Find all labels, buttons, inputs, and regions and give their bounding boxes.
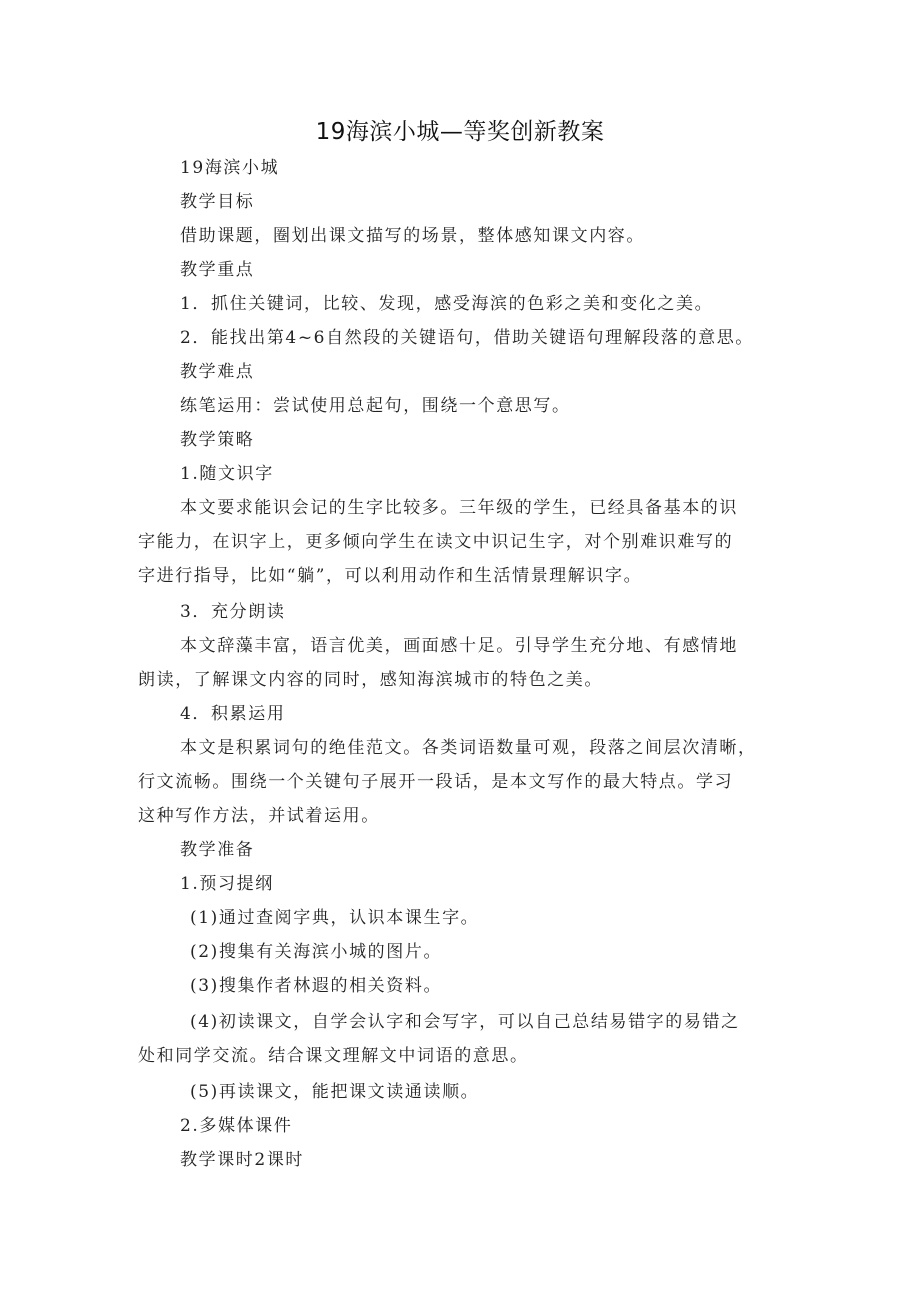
paragraph-line: 字进行指导，比如“躺”，可以利用动作和生活情景理解识字。 [138,566,643,586]
list-item: (5)再读课文，能把课文读通读顺。 [190,1082,480,1102]
section-heading-preparation: 教学准备 [180,840,255,860]
subheading: 1.预习提纲 [180,874,274,894]
subheading: 3．充分朗读 [180,602,286,622]
subheading: 1.随文识字 [180,464,274,484]
paragraph-line: 本文是积累词句的绝佳范文。各类词语数量可观，段落之间层次清晰， [180,738,757,758]
section-heading-strategies: 教学策略 [180,430,255,450]
paragraph-line: 借助课题，圈划出课文描写的场景，整体感知课文内容。 [180,226,645,246]
subheading: 2.多媒体课件 [180,1116,293,1136]
list-item: (2)搜集有关海滨小城的图片。 [190,942,443,962]
list-item: 2．能找出第4~6自然段的关键语句，借助关键语句理解段落的意思。 [180,328,754,348]
section-heading-difficulties: 教学难点 [180,362,255,382]
list-item: (1)通过查阅字典，认识本课生字。 [190,908,480,928]
paragraph-line: 本文辞藻丰富，语言优美，画面感十足。引导学生充分地、有感情地 [180,636,738,656]
paragraph-line: 本文要求能识会记的生字比较多。三年级的学生，已经具备基本的识 [180,498,738,518]
section-heading-class-hours: 教学课时2课时 [180,1150,305,1170]
document-title: 19海滨小城—等奖创新教案 [315,119,605,145]
list-item: (3)搜集作者林遐的相关资料。 [190,976,443,996]
paragraph-line: 字能力，在识字上，更多倾向学生在读文中识记生字，对个别难识难写的 [138,532,734,552]
paragraph-line: 朗读，了解课文内容的同时，感知海滨城市的特色之美。 [138,670,603,690]
subheading: 4．积累运用 [180,704,286,724]
lesson-heading: 19海滨小城 [180,158,280,178]
section-heading-key-points: 教学重点 [180,260,255,280]
list-item: 1．抓住关键词，比较、发现，感受海滨的色彩之美和变化之美。 [180,294,714,314]
paragraph-line: 这种写作方法，并试着运用。 [138,806,380,826]
paragraph-line: 行文流畅。围绕一个关键句子展开一段话，是本文写作的最大特点。学习 [138,772,734,792]
section-heading-objectives: 教学目标 [180,192,255,212]
paragraph-line: 处和同学交流。结合课文理解文中词语的意思。 [138,1046,529,1066]
paragraph-line: 练笔运用：尝试使用总起句，围绕一个意思写。 [180,396,571,416]
list-item: (4)初读课文，自学会认字和会写字，可以自己总结易错字的易错之 [190,1012,740,1032]
